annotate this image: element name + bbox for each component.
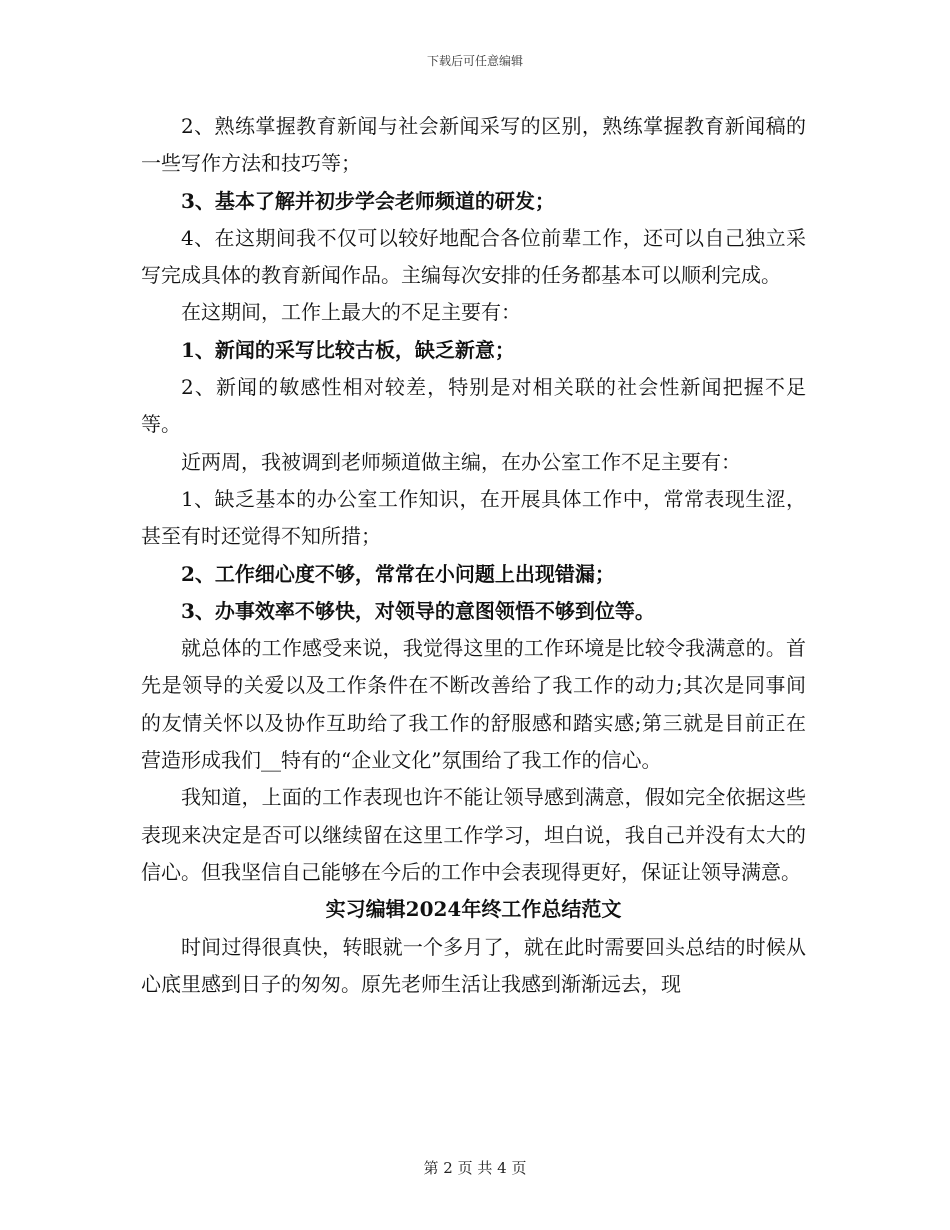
paragraph-office-1: 1、缺乏基本的办公室工作知识，在开展具体工作中，常常表现生涩，甚至有时还觉得不知所措； bbox=[141, 486, 806, 549]
section-title: 实习编辑2024年终工作总结范文 bbox=[325, 897, 622, 922]
page-header: 下载后可任意编辑 bbox=[426, 54, 523, 68]
paragraph-overall-feeling: 就总体的工作感受来说，我觉得这里的工作环境是比较令我满意的。首先是领导的关爱以及工作条件在不断改善给了我工作的动力;其次是同事间的友情关怀以及协作互助给了我工作的舒服感和踏实感;第三就是目前正在营造形成我们__特有的“企业文化”氛围给了我工作的信心。 bbox=[141, 636, 806, 773]
paragraph-new-section: 时间过得很真快，转眼就一个多月了，就在此时需要回头总结的时候从心底里感到日子的匆匆。原先老师生活让我感到渐渐远去，现 bbox=[141, 934, 806, 996]
paragraph-office-2: 2、工作细心度不够，常常在小问题上出现错漏； bbox=[181, 561, 615, 586]
document-body bbox=[141, 108, 806, 1003]
page-footer: 第 2 页 共 4 页 bbox=[423, 1159, 527, 1177]
paragraph-office-3: 3、办事效率不够快，对领导的意图领悟不够到位等。 bbox=[181, 598, 655, 623]
paragraph-item-2: 2、熟练掌握教育新闻与社会新闻采写的区别，熟练掌握教育新闻稿的一些写作方法和技巧等； bbox=[141, 114, 806, 176]
paragraph-shortcomings-intro: 在这期间，工作上最大的不足主要有： bbox=[181, 300, 521, 325]
paragraph-office-intro: 近两周，我被调到老师频道做主编，在办公室工作不足主要有： bbox=[181, 449, 741, 474]
paragraph-item-3: 3、基本了解并初步学会老师频道的研发； bbox=[181, 188, 555, 213]
paragraph-shortcoming-2: 2、新闻的敏感性相对较差，特别是对相关联的社会性新闻把握不足等。 bbox=[141, 375, 806, 437]
paragraph-item-4: 4、在这期间我不仅可以较好地配合各位前辈工作，还可以自己独立采写完成具体的教育新闻作品。主编每次安排的任务都基本可以顺利完成。 bbox=[141, 225, 806, 288]
paragraph-conclusion: 我知道，上面的工作表现也许不能让领导感到满意，假如完全依据这些表现来决定是否可以继续留在这里工作学习，坦白说，我自己并没有太大的信心。但我坚信自己能够在今后的工作中会表现得更好，保证让领导满意。 bbox=[141, 785, 806, 884]
paragraph-shortcoming-1: 1、新闻的采写比较古板，缺乏新意； bbox=[181, 337, 515, 362]
